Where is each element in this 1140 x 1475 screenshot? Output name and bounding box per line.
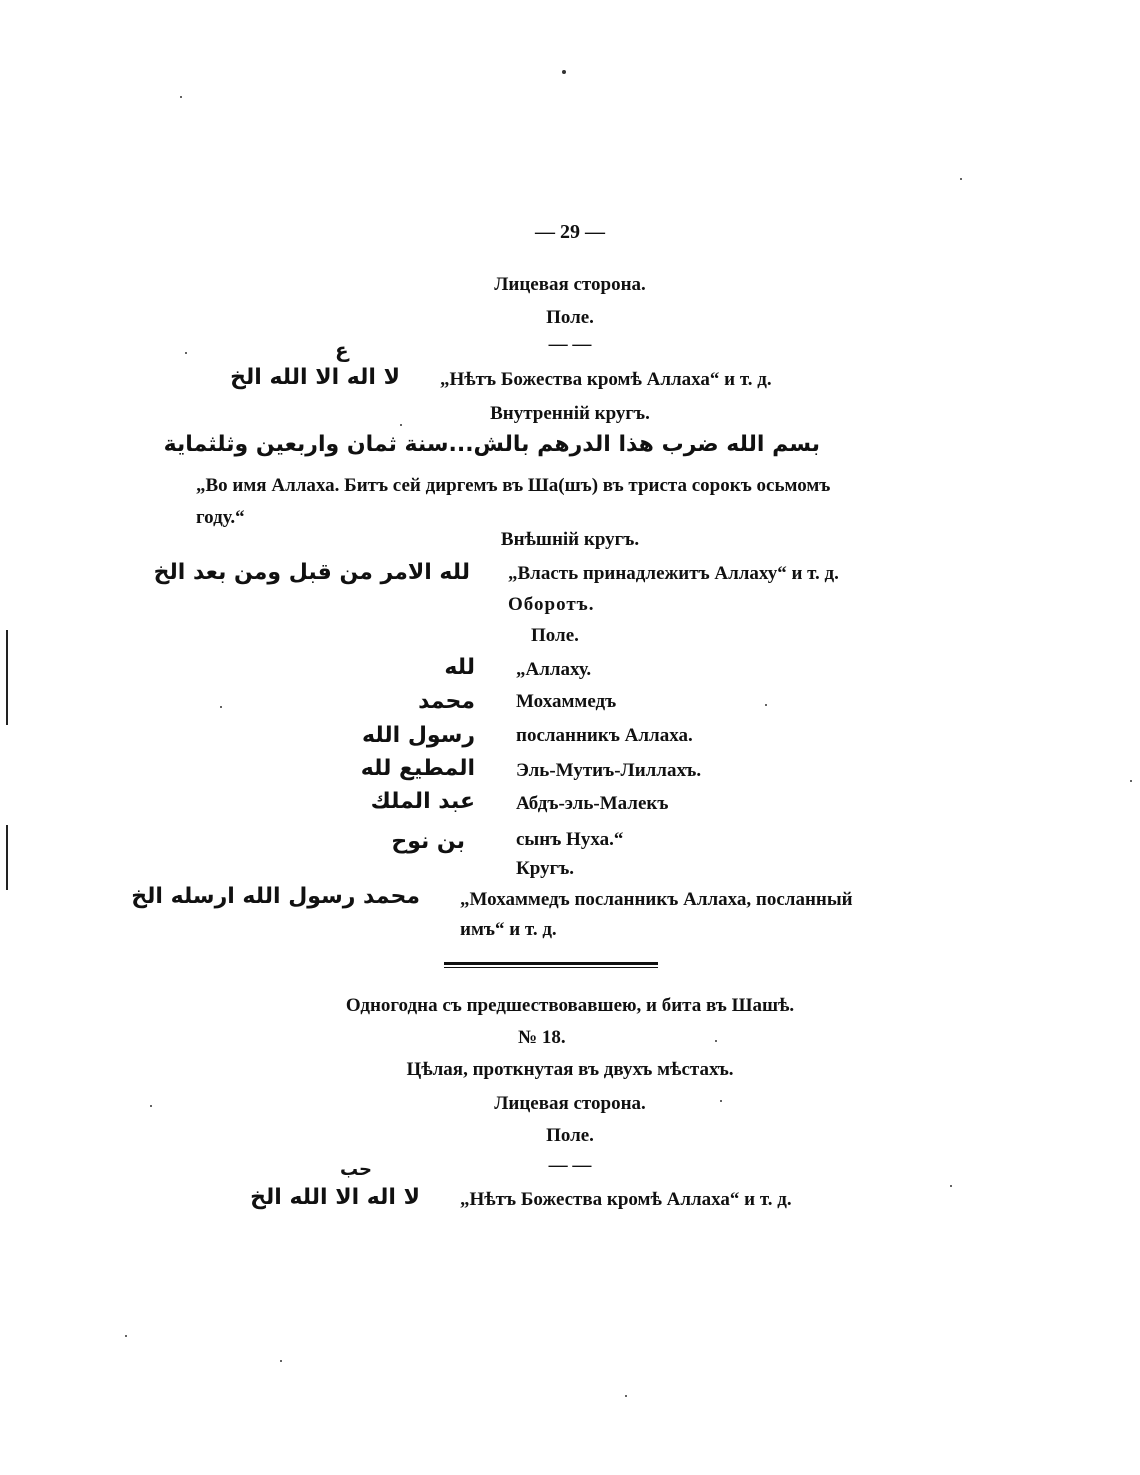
field-dashes: — — [548, 334, 592, 355]
reverse-arabic-line: لله [444, 655, 475, 680]
reverse-translation-line: посланникъ Аллаха. [516, 725, 693, 746]
scan-speck [1130, 780, 1132, 782]
scan-speck [715, 1040, 717, 1042]
circle-translation: „Мохаммедъ посланникъ Аллаха, посланный [460, 889, 853, 910]
scan-speck [280, 1360, 282, 1362]
scan-edge-mark [6, 630, 8, 725]
reverse-arabic-line: بن نوح [391, 829, 465, 854]
field-dashes-2: — — [548, 1155, 592, 1176]
circle-arabic: محمد رسول الله ارسله الخ [131, 884, 420, 909]
superscript-letter: ع [335, 338, 349, 362]
reverse-arabic-line: عبد الملك [370, 789, 475, 814]
outer-circle-translation: „Власть принадлежитъ Аллаху“ и т. д. [508, 563, 839, 584]
reverse-arabic-line: المطيع لله [360, 756, 475, 781]
reverse-translation-line: сынъ Нуха.“ [516, 829, 624, 850]
reverse-heading: Оборотъ. [508, 594, 595, 615]
scan-speck [960, 178, 962, 180]
section-divider [444, 967, 658, 968]
reverse-translation-line: Эль-Мутиъ-Лиллахъ. [516, 760, 702, 781]
circle-translation-cont: имъ“ и т. д. [460, 919, 557, 940]
section-divider [444, 962, 658, 965]
inner-circle-translation: „Во имя Аллаха. Битъ сей диргемъ въ Ша(шъ) въ триста сорокъ осьмомъ [196, 475, 831, 496]
superscript-letter-2: حب [340, 1159, 373, 1180]
scan-edge-mark [6, 825, 8, 890]
obverse-heading-2: Лицевая сторона. [494, 1093, 646, 1114]
coin-condition: Цѣлая, проткнутая въ двухъ мѣстахъ. [406, 1059, 734, 1080]
page-number: — 29 — [535, 221, 605, 243]
inner-circle-heading: Внутренній кругъ. [490, 403, 650, 424]
inner-circle-arabic: بسم الله ضرب هذا الدرهم بالش...سنة ثمان واربعين وثلثماية [163, 432, 820, 457]
reverse-arabic-line: محمد [418, 689, 475, 714]
reverse-arabic-line: رسول الله [362, 723, 475, 748]
reverse-field-heading: Поле. [531, 625, 579, 646]
scan-speck [125, 1335, 127, 1337]
circle-heading: Кругъ. [516, 858, 575, 879]
outer-circle-heading: Внѣшній кругъ. [500, 529, 640, 550]
coin-number: № 18. [518, 1027, 566, 1048]
scan-speck [625, 1395, 627, 1397]
obverse-heading: Лицевая сторона. [494, 274, 646, 295]
reverse-translation-line: „Аллаху. [516, 659, 592, 680]
scan-speck [765, 704, 767, 706]
field-heading-2: Поле. [546, 1125, 594, 1146]
scan-speck [950, 1185, 952, 1187]
field-arabic: لا اله الا الله الخ [230, 365, 400, 390]
reverse-translation-line: Абдъ-эль-Малекъ [516, 793, 669, 814]
scan-speck [180, 96, 182, 98]
scan-speck [562, 70, 566, 74]
field-heading: Поле. [546, 307, 594, 328]
outer-circle-arabic: لله الامر من قبل ومن بعد الخ [153, 560, 470, 585]
field-arabic-2: لا اله الا الله الخ [250, 1185, 420, 1210]
inner-circle-translation-cont: году.“ [196, 507, 245, 528]
scan-speck [220, 706, 222, 708]
field-translation: „Нѣтъ Божества кромѣ Аллаха“ и т. д. [440, 369, 772, 390]
coin-intro: Одногодна съ предшествовавшею, и бита въ Шашѣ. [345, 995, 795, 1016]
field-translation-2: „Нѣтъ Божества кромѣ Аллаха“ и т. д. [460, 1189, 792, 1210]
reverse-translation-line: Мохаммедъ [516, 691, 617, 712]
